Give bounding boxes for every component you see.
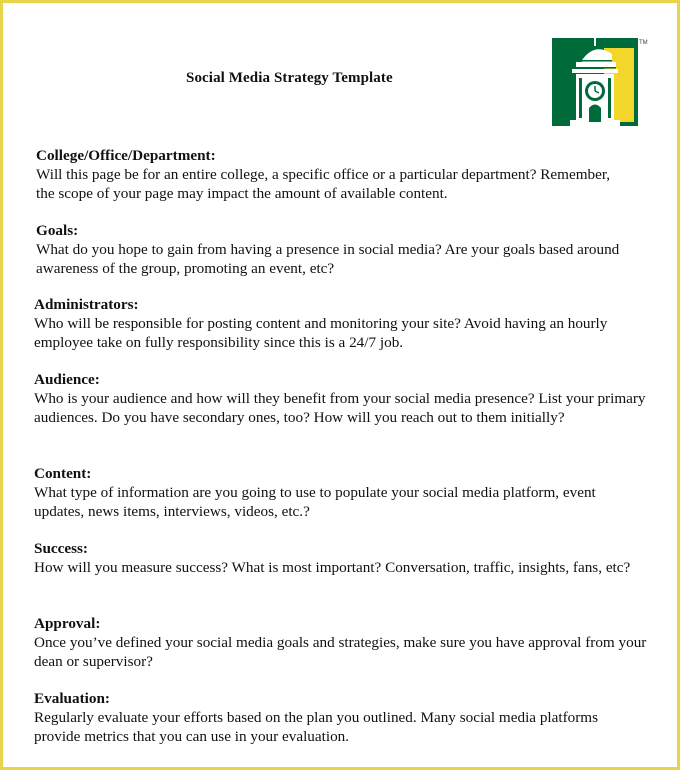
section-success: [34, 539, 664, 577]
section-body: Who will be responsible for posting content and monitoring your site? Avoid having an hourly employee take on fully responsibility since this is a 24/7 job.: [34, 315, 608, 351]
section-heading: Content:: [34, 465, 92, 482]
clock-tower-logo-icon: [552, 38, 638, 126]
section-heading: Approval:: [34, 615, 101, 632]
section-administrators: [34, 295, 664, 352]
section-heading: Audience:: [34, 371, 100, 388]
section-body: Once you’ve defined your social media goals and strategies, make sure you have approval from your dean or supervisor?: [34, 634, 647, 670]
section-body: Will this page be for an entire college, a specific office or a particular department? Remember, the scope of your page may impact the amount of available content.: [36, 166, 611, 202]
section-body: Regularly evaluate your efforts based on the plan you outlined. Many social media platforms provide metrics that you can use in your evaluation.: [34, 709, 599, 745]
section-body: What do you hope to gain from having a presence in social media? Are your goals based around awareness of the group, promoting an event, etc?: [36, 241, 620, 277]
section-body: How will you measure success? What is most important? Conversation, traffic, insights, fans, etc?: [34, 559, 631, 576]
section-audience: [34, 370, 664, 427]
section-body: What type of information are you going to use to populate your social media platform, event updates, news items, interviews, videos, etc.?: [34, 484, 596, 520]
page-title: Social Media Strategy Template: [186, 70, 393, 86]
section-heading: Administrators:: [34, 296, 139, 313]
section-approval: [34, 614, 664, 671]
section-goals: [36, 221, 666, 278]
section-body: Who is your audience and how will they benefit from your social media presence? List your primary audiences. Do you have secondary ones, too? How will you reach out to them initially?: [34, 390, 646, 426]
section-evaluation: [34, 689, 664, 746]
section-heading: College/Office/Department:: [36, 147, 216, 164]
section-content: [34, 464, 664, 521]
section-college-office-department: [36, 146, 666, 203]
section-heading: Goals:: [36, 222, 79, 239]
section-heading: Success:: [34, 540, 88, 557]
section-heading: Evaluation:: [34, 690, 110, 707]
trademark-label: TM: [639, 40, 648, 46]
